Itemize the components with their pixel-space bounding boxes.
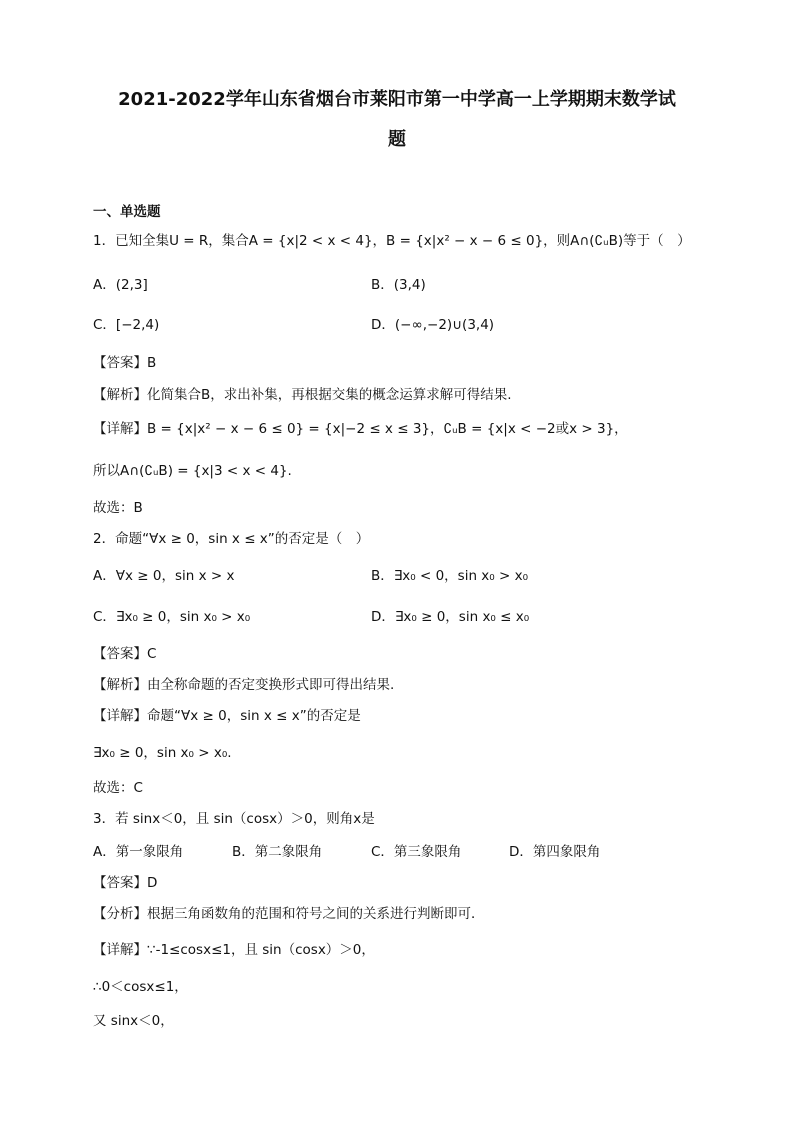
q2-option-d: D．∃x₀ ≥ 0，sin x₀ ≤ x₀ [371,609,530,625]
q1-option-a: A．(2,3] [93,277,148,293]
q3-option-c: C．第三象限角 [371,844,462,860]
section-heading: 一、单选题 [93,204,161,220]
title-line-2: 题 [388,129,406,150]
q3-step-1: ∴0＜cosx≤1， [93,979,188,995]
q2-answer: 【答案】C [93,646,157,662]
q2-option-a: A．∀x ≥ 0，sin x > x [93,568,235,584]
q3-step-2: 又 sinx＜0， [93,1013,174,1029]
q1-option-d: D．(−∞,−2)∪(3,4) [371,317,495,333]
q1-answer: 【答案】B [93,355,157,371]
q2-option-b: B．∃x₀ < 0，sin x₀ > x₀ [371,568,529,584]
q2-choose: 故选：C [93,780,143,796]
title-line-1: 2021-2022学年山东省烟台市莱阳市第一中学高一上学期期末数学试 [118,89,676,110]
q3-stem: 3．若 sinx＜0，且 sin（cosx）＞0，则角x是 [93,811,375,827]
q3-answer: 【答案】D [93,875,158,891]
q1-option-b: B．(3,4) [371,277,426,293]
q3-option-b: B．第二象限角 [232,844,323,860]
q2-stem: 2．命题“∀x ≥ 0，sin x ≤ x”的否定是（ ） [93,531,370,547]
q3-detail: 【详解】∵-1≤cosx≤1，且 sin（cosx）＞0， [93,942,375,958]
q2-option-c: C．∃x₀ ≥ 0，sin x₀ > x₀ [93,609,251,625]
q1-detail-2: 所以A∩(∁ᵤB) = {x|3 < x < 4}. [93,463,292,479]
q1-option-c: C．[−2,4) [93,317,160,333]
q1-detail: 【详解】B = {x|x² − x − 6 ≤ 0} = {x|−2 ≤ x ≤ 3}，∁ᵤB = {x|x < −2或x > 3}， [93,421,628,437]
q1-analysis: 【解析】化简集合B，求出补集，再根据交集的概念运算求解可得结果. [93,387,512,403]
q2-analysis: 【解析】由全称命题的否定变换形式即可得出结果. [93,677,395,693]
q1-choose: 故选：B [93,500,143,516]
q3-option-d: D．第四象限角 [509,844,601,860]
q1-stem: 1．已知全集U = R，集合A = {x|2 < x < 4}，B = {x|x² − x − 6 ≤ 0}，则A∩(∁ᵤB)等于（ ） [93,233,691,249]
q2-detail: 【详解】命题“∀x ≥ 0，sin x ≤ x”的否定是 [93,708,361,724]
q2-detail-2: ∃x₀ ≥ 0，sin x₀ > x₀. [93,745,232,761]
q3-option-a: A．第一象限角 [93,844,184,860]
q3-analysis: 【分析】根据三角函数角的范围和符号之间的关系进行判断即可． [93,906,485,922]
